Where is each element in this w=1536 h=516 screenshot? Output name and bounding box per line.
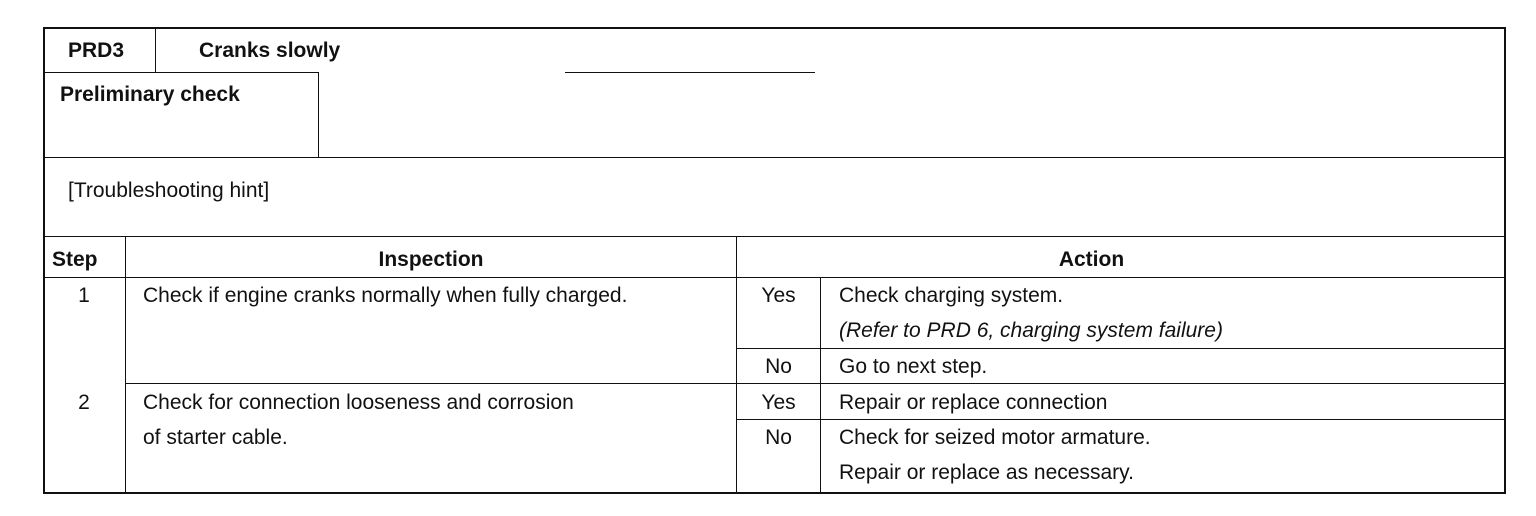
preliminary-check-label: Preliminary check [60,83,240,106]
header-divider [155,27,156,73]
step-1-no-action: Go to next step. [839,355,988,378]
column-header-action: Action [1058,248,1125,271]
step-1-no-label: No [765,355,792,378]
step-1-yes-reference: (Refer to PRD 6, charging system failure) [839,319,1223,342]
step-1-yes-action: Check charging system. [839,284,1064,307]
step-2-yesno-rule [736,419,1506,420]
step-1-yesno-rule [736,348,1506,349]
hint-bottom-rule [43,236,1506,237]
header-bottom-rule-left [43,72,318,73]
step-2-no-action-line-2: Repair or replace as necessary. [839,461,1134,484]
step-1-inspection: Check if engine cranks normally when fully charged. [143,284,628,307]
procedure-code: PRD3 [68,39,125,62]
preliminary-divider [318,72,319,157]
table-header-rule [43,277,1506,278]
preliminary-bottom-rule [43,157,1506,158]
troubleshooting-hint-label: [Troubleshooting hint] [68,179,270,202]
step-column-divider [125,236,126,494]
step-1-number: 1 [78,284,90,307]
column-header-inspection: Inspection [378,248,484,271]
step-2-no-action-line-1: Check for seized motor armature. [839,426,1151,449]
column-header-step: Step [52,248,98,271]
header-bottom-rule-right [565,72,815,73]
step-2-no-label: No [765,426,792,449]
step-1-yes-label: Yes [761,284,796,307]
step-2-inspection-line-1: Check for connection looseness and corrosion [143,391,574,414]
step-2-yes-label: Yes [761,391,796,414]
step-2-inspection-line-2: of starter cable. [143,426,288,449]
yesno-column-divider [820,277,821,494]
procedure-title: Cranks slowly [199,39,341,62]
step-1-bottom-rule [125,383,1506,384]
step-2-number: 2 [78,391,90,414]
step-2-yes-action: Repair or replace connection [839,391,1108,414]
